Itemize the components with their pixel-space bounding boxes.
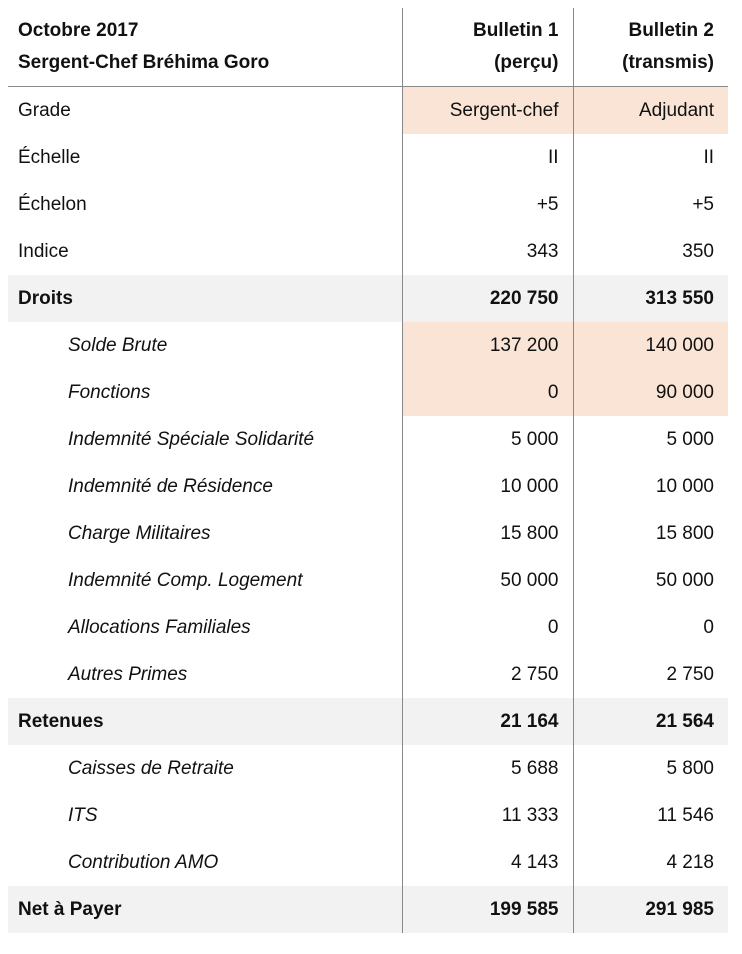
row-label: Net à Payer xyxy=(8,886,402,933)
column-header-label: Bulletin 1 xyxy=(472,20,559,41)
bulletin-2-value: II xyxy=(573,134,728,181)
table-row xyxy=(8,463,728,510)
bulletin-2-value: 313 550 xyxy=(573,275,728,322)
bulletin-1-value: +5 xyxy=(402,181,573,228)
table-row xyxy=(8,510,728,557)
title-person: Sergent-Chef Bréhima Goro xyxy=(18,52,270,73)
table-title xyxy=(8,8,402,87)
bulletin-1-value: 5 000 xyxy=(402,416,573,463)
table-row xyxy=(8,322,728,369)
bulletin-2-value: 140 000 xyxy=(573,322,728,369)
table-row xyxy=(8,839,728,886)
bulletin-2-value: +5 xyxy=(573,181,728,228)
bulletin-2-value: 90 000 xyxy=(573,369,728,416)
bulletin-1-value: 15 800 xyxy=(402,510,573,557)
bulletin-2-value: 10 000 xyxy=(573,463,728,510)
row-label: Grade xyxy=(18,99,71,121)
table-row xyxy=(8,181,728,228)
row-label: ITS xyxy=(68,804,98,826)
row-label: Caisses de Retraite xyxy=(68,757,234,779)
bulletin-1-value: 0 xyxy=(402,369,573,416)
bulletin-1-value: 343 xyxy=(402,228,573,275)
bulletin-2-value: 0 xyxy=(573,604,728,651)
table-row xyxy=(8,604,728,651)
bulletin-2-value: 2 750 xyxy=(573,651,728,698)
bulletin-1-value: 4 143 xyxy=(402,839,573,886)
column-header-bulletin-2 xyxy=(573,8,728,87)
bulletin-2-value: 5 800 xyxy=(573,745,728,792)
bulletin-1-value: 137 200 xyxy=(402,322,573,369)
table-row xyxy=(8,87,728,135)
column-header-sublabel: (transmis) xyxy=(622,52,714,73)
table-row xyxy=(8,792,728,839)
row-label: Échelon xyxy=(18,193,87,215)
row-label: Charge Militaires xyxy=(68,522,211,544)
bulletin-2-value: 50 000 xyxy=(573,557,728,604)
bulletin-2-value: 21 564 xyxy=(573,698,728,745)
title-period: Octobre 2017 xyxy=(18,20,139,41)
bulletin-2-value: Adjudant xyxy=(573,87,728,135)
row-label: Indemnité Spéciale Solidarité xyxy=(68,428,315,450)
row-label: Solde Brute xyxy=(68,334,168,356)
row-label: Indemnité Comp. Logement xyxy=(68,569,303,591)
row-label: Retenues xyxy=(8,698,402,745)
bulletin-1-value: 10 000 xyxy=(402,463,573,510)
bulletin-1-value: 11 333 xyxy=(402,792,573,839)
table-row xyxy=(8,745,728,792)
table-row xyxy=(8,134,728,181)
row-label: Droits xyxy=(8,275,402,322)
bulletin-2-value: 291 985 xyxy=(573,886,728,933)
bulletin-1-value: II xyxy=(402,134,573,181)
payslip-comparison-table xyxy=(8,8,728,933)
row-label: Fonctions xyxy=(68,381,151,403)
table-total-row xyxy=(8,698,728,745)
bulletin-2-value: 350 xyxy=(573,228,728,275)
column-header-bulletin-1 xyxy=(402,8,573,87)
table-total-row xyxy=(8,886,728,933)
bulletin-1-value: 5 688 xyxy=(402,745,573,792)
column-header-sublabel: (perçu) xyxy=(494,52,559,73)
row-label: Indemnité de Résidence xyxy=(68,475,273,497)
table-row xyxy=(8,416,728,463)
bulletin-1-value: 0 xyxy=(402,604,573,651)
table-row xyxy=(8,557,728,604)
bulletin-2-value: 11 546 xyxy=(573,792,728,839)
row-label: Autres Primes xyxy=(68,663,188,685)
table-row xyxy=(8,228,728,275)
bulletin-1-value: 50 000 xyxy=(402,557,573,604)
bulletin-1-value: Sergent-chef xyxy=(402,87,573,135)
row-label: Allocations Familiales xyxy=(68,616,251,638)
bulletin-1-value: 2 750 xyxy=(402,651,573,698)
header-row xyxy=(8,8,728,87)
row-label: Échelle xyxy=(18,146,81,168)
bulletin-2-value: 4 218 xyxy=(573,839,728,886)
table-row xyxy=(8,369,728,416)
column-header-label: Bulletin 2 xyxy=(628,20,714,41)
bulletin-1-value: 199 585 xyxy=(402,886,573,933)
bulletin-1-value: 21 164 xyxy=(402,698,573,745)
bulletin-1-value: 220 750 xyxy=(402,275,573,322)
row-label: Indice xyxy=(18,240,69,262)
bulletin-2-value: 15 800 xyxy=(573,510,728,557)
table-row xyxy=(8,651,728,698)
bulletin-2-value: 5 000 xyxy=(573,416,728,463)
row-label: Contribution AMO xyxy=(68,851,219,873)
table-total-row xyxy=(8,275,728,322)
